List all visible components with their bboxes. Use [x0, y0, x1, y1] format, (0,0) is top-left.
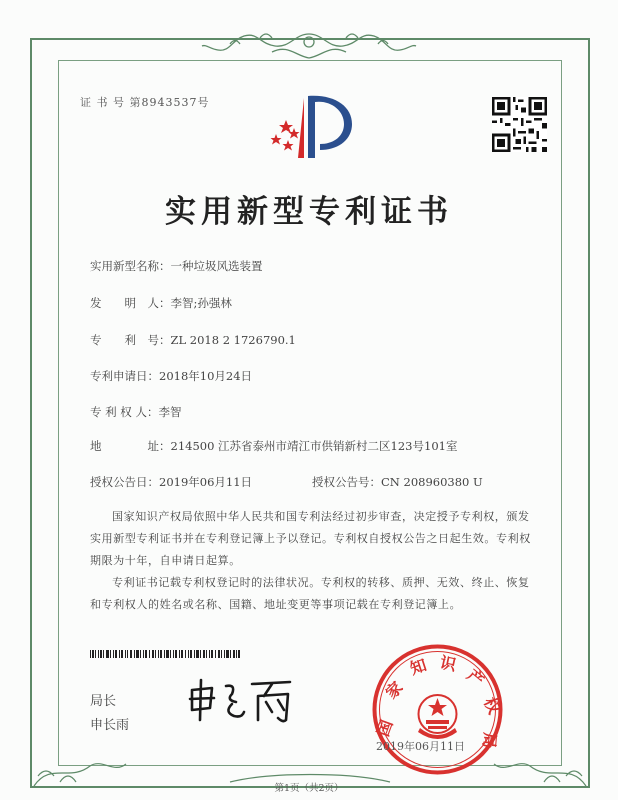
field-label: 授权公告日：	[90, 475, 159, 489]
svg-text:局: 局	[479, 731, 500, 750]
certificate-number: 证 书 号 第8943537号	[80, 96, 210, 109]
top-ornament-icon	[200, 28, 418, 64]
field-patentee	[90, 404, 181, 420]
svg-text:国: 国	[373, 717, 397, 739]
field-value: ZL 2018 2 1726790.1	[170, 333, 296, 347]
barcode-icon	[90, 650, 240, 658]
paragraph-grant: 国家知识产权局依照中华人民共和国专利法经过初步审查，决定授予专利权，颁发实用新型专利证书并在专利登记簿上予以登记。专利权自授权公告之日起生效。专利权期限为十年，自申请日起算。	[90, 510, 531, 567]
field-application-date	[90, 368, 252, 384]
field-value: 李智;孙强林	[170, 296, 232, 310]
cnipa-logo-icon	[268, 88, 356, 166]
field-inventor	[90, 295, 232, 311]
official-seal-icon	[370, 642, 505, 777]
field-value: 214500 江苏省泰州市靖江市供销新村二区123号101室	[170, 439, 458, 453]
certificate-title: 实用新型专利证书	[165, 194, 453, 230]
qr-code-icon	[492, 97, 547, 152]
field-value: 2018年10月24日	[159, 369, 253, 383]
field-label: 发 明 人：	[90, 296, 171, 310]
paragraph-registration: 专利证书记载专利权登记时的法律状况。专利权的转移、质押、无效、终止、恢复和专利权人的姓名或名称、国籍、地址变更等事项记载在专利登记簿上。	[90, 576, 530, 611]
field-label: 专 利 号：	[90, 333, 171, 347]
field-label: 专 利 权 人：	[90, 405, 159, 419]
field-value: 李智	[158, 405, 182, 419]
field-value: 一种垃圾风选装置	[170, 259, 263, 273]
svg-text:权: 权	[479, 694, 504, 717]
handwritten-signature-icon	[186, 676, 296, 726]
field-address	[90, 438, 457, 454]
signatory-role: 局长	[90, 694, 117, 709]
field-value: CN 208960380 U	[381, 475, 483, 489]
field-label: 授权公告号：	[312, 475, 381, 489]
signatory-name: 申长雨	[90, 718, 130, 733]
svg-text:识: 识	[438, 652, 458, 675]
svg-text:产: 产	[463, 665, 488, 691]
field-grant-date	[90, 474, 252, 490]
field-patent-number	[90, 332, 296, 348]
svg-text:知: 知	[407, 655, 429, 679]
field-label: 专利申请日：	[90, 369, 159, 383]
seal-date: 2019年06月11日	[376, 740, 465, 753]
field-value: 2019年06月11日	[159, 475, 253, 489]
field-utility-model-name	[90, 258, 263, 274]
page-number: 第1页（共2页）	[274, 783, 344, 794]
field-label: 实用新型名称：	[90, 259, 171, 273]
field-label: 地 址：	[90, 439, 171, 453]
field-announcement-number	[312, 474, 483, 490]
svg-text:家: 家	[381, 677, 407, 703]
